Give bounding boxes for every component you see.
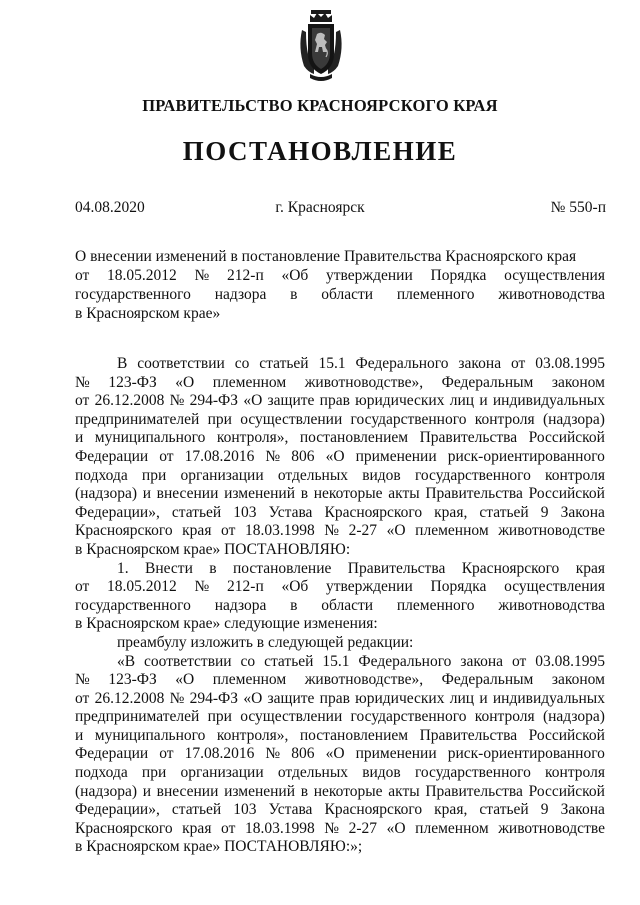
word: законом [551,671,605,689]
word: надзора [214,286,267,303]
word: 17.08.2016 [184,745,255,763]
word: «О [386,819,406,837]
word: от [221,522,236,540]
word: осуществлении [240,410,343,428]
word: Федерации», [75,503,160,521]
word: Федерального [358,652,452,670]
text-line [75,374,605,393]
word: Красноярского [461,559,560,577]
word: Правительства [425,485,523,503]
word: контроля», [216,726,289,744]
word: прав [319,689,350,707]
word: 1. [117,559,129,577]
word: Федерации», [75,801,160,819]
word: контроля [474,708,535,726]
word: некоторые [313,782,383,800]
word: видов [362,466,401,484]
text-line [75,504,605,523]
word: лиц [449,392,475,410]
word: статьей [171,503,222,521]
word: организации [180,764,264,782]
word: закона [458,355,502,372]
text-line [75,522,605,541]
word: края [182,522,212,540]
word: Российской [528,429,605,447]
word: применении [355,447,437,465]
word: (надзора) [75,485,137,503]
word: (надзора) [542,410,605,428]
word: при [141,466,167,484]
word: Правительства [425,782,523,800]
text-line [75,485,605,504]
word: и [75,726,84,744]
word: Красноярского [75,522,173,540]
word: 2-27 [348,522,378,540]
word: края [182,819,212,837]
word: 123-ФЗ [108,373,157,391]
word: осуществлении [240,708,343,726]
word: муниципального [94,726,206,744]
word: животноводстве [498,819,605,837]
text-line [75,304,605,323]
text-line [75,467,605,486]
word: изменений [224,782,296,800]
word: риск-ориентированного [447,447,605,465]
word: контроля [474,410,535,428]
text-line [75,429,605,448]
text-line [75,541,605,560]
word: В [117,355,128,372]
word: некоторые [313,485,383,503]
word: Российской [528,485,605,503]
text-line [75,783,605,802]
word: риск-ориентированного [447,745,605,763]
word: при [207,708,232,726]
word: отдельных [277,764,348,782]
word: и [142,485,151,503]
word: 15.1 [322,652,350,670]
word: № [265,447,281,465]
word: в [290,286,298,303]
word: в Красноярском крае» следующие изменения: [75,615,378,633]
word: применении [355,745,437,763]
text-line [75,247,605,266]
word: Красноярского [75,819,173,837]
word: защите [267,392,315,410]
word: отдельных [277,466,348,484]
word: статьей [171,801,222,819]
document-city: г. Красноярск [275,199,365,216]
word: животноводстве», [304,671,424,689]
word: племенном [415,522,489,540]
word: № [194,578,210,596]
word: № [194,267,210,284]
word: Внести [145,559,193,577]
word: «О [243,689,263,707]
word: и [142,782,151,800]
document-subject [75,247,605,323]
word: постановлением [299,726,409,744]
word: Красноярского [324,801,423,819]
word: (надзора) [542,708,605,726]
word: края, [434,801,468,819]
word: и [479,392,488,410]
word: постановление [232,559,332,577]
word: «О [325,745,345,763]
word: статьей [479,801,529,819]
word: края [575,559,605,577]
word: от [75,267,90,284]
word: племенного [396,286,475,303]
word: юридических [355,392,445,410]
word: в Красноярском крае» ПОСТАНОВЛЯЮ:»; [75,838,363,856]
word: и [479,689,488,707]
word: контроля», [216,429,289,447]
document-number: № 550-п [550,199,606,216]
text-line [75,448,605,467]
word: племенном [212,373,287,391]
word: племенного [396,596,475,614]
word: 9 [540,503,549,521]
word: от [510,355,526,372]
word: О внесении изменений в постановление Правительства Красноярского края [75,248,577,265]
word: организации [180,466,264,484]
word: № [75,373,90,391]
word: Устава [268,801,313,819]
word: 9 [540,801,549,819]
word: от [221,819,236,837]
word: 806 [291,447,315,465]
word: Устава [268,503,313,521]
text-line [75,671,605,690]
word: области [321,286,374,303]
word: государственного [75,286,191,303]
text-line [75,615,605,634]
word: Закона [560,503,605,521]
word: животноводства [498,596,605,614]
word: утверждении [326,267,413,284]
word: государственного [414,466,531,484]
word: от [511,652,527,670]
word: в [209,559,217,577]
word: № [324,819,340,837]
word: государственного [75,596,191,614]
word: животноводстве», [304,373,424,391]
word: 294-ФЗ [189,392,239,410]
word: индивидуальных [492,689,605,707]
word: № [265,745,281,763]
word: при [141,764,167,782]
word: от [75,392,90,410]
text-line [75,708,605,727]
word: преамбулу изложить в следующей редакции: [117,633,414,651]
word: осуществления [504,578,605,596]
word: Порядка [430,578,487,596]
word: 806 [291,745,315,763]
text-line [75,727,605,746]
word: 18.05.2012 [107,578,177,596]
text-line [75,690,605,709]
text-line [75,820,605,839]
word: Правительства [419,726,518,744]
document-date: 04.08.2020 [75,199,145,216]
word: соответствии [144,652,232,670]
text-line [75,560,605,579]
word: 03.08.1995 [535,355,605,372]
word: от [75,689,90,707]
word: 26.12.2008 [94,392,165,410]
word: Правительства [347,559,446,577]
word: акты [388,782,420,800]
word: № [169,689,185,707]
word: «О [243,392,263,410]
word: № [75,671,90,689]
text-line [75,597,605,616]
word: Федерации [75,447,149,465]
word: Закона [560,801,605,819]
word: края, [434,503,468,521]
word: № [324,522,340,540]
word: Федерального [355,355,449,372]
word: внесении [156,782,219,800]
word: предпринимателей [75,410,200,428]
word: муниципального [94,429,206,447]
word: «О [325,447,345,465]
word: Порядка [430,267,487,284]
word: племенном [212,671,287,689]
text-line [75,285,605,304]
text-line [75,578,605,597]
word: Федерации [75,745,149,763]
word: при [207,410,232,428]
word: Правительства [419,429,518,447]
text-line [75,764,605,783]
document-type: ПОСТАНОВЛЕНИЕ [182,136,458,166]
text-line [75,266,605,285]
word: 123-ФЗ [108,671,157,689]
word: в [300,782,309,800]
word: животноводства [498,286,605,303]
word: животноводстве [498,522,605,540]
word: «О [175,671,195,689]
word: подхода [75,466,128,484]
word: акты [388,485,420,503]
word: со [234,355,250,372]
word: внесении [156,485,219,503]
word: Красноярского [324,503,423,521]
word: от [159,745,174,763]
word: надзора [214,596,267,614]
word: 18.05.2012 [107,267,177,284]
word: статьей [264,652,314,670]
text-line [75,653,605,672]
text-line [75,634,605,653]
word: утверждении [326,578,413,596]
word: 294-ФЗ [189,689,239,707]
word: контроля [545,466,605,484]
word: законом [551,373,605,391]
text-line [75,838,605,857]
word: «Об [281,267,309,284]
word: 103 [233,801,257,819]
word: государственного [350,410,467,428]
word: статьей [479,503,529,521]
text-line [75,355,605,374]
word: осуществления [504,267,605,284]
word: 15.1 [318,355,346,372]
word: прав [319,392,350,410]
word: юридических [355,689,445,707]
word: лиц [449,689,475,707]
word: Федеральным [441,373,534,391]
word: видов [362,764,401,782]
word: и [75,429,84,447]
word: индивидуальных [492,392,605,410]
word: статьей [259,355,309,372]
word: контроля [545,764,605,782]
word: предпринимателей [75,708,200,726]
word: в [300,485,309,503]
text-line [75,745,605,764]
word: 103 [233,503,257,521]
word: Федеральным [441,671,534,689]
word: 212-п [227,578,264,596]
word: государственного [414,764,531,782]
word: в Красноярском крае» [75,305,221,322]
text-line [75,392,605,411]
word: в [290,596,298,614]
word: Российской [528,782,605,800]
document-body [75,355,605,857]
word: области [321,596,374,614]
word: 18.03.1998 [244,522,315,540]
word: «В [117,652,136,670]
word: «Об [281,578,309,596]
word: «О [175,373,195,391]
word: 212-п [227,267,264,284]
text-line [75,801,605,820]
word: 17.08.2016 [184,447,255,465]
word: защите [267,689,315,707]
word: закона [460,652,504,670]
word: со [240,652,256,670]
word: в Красноярском крае» ПОСТАНОВЛЯЮ: [75,540,351,558]
word: «О [386,522,406,540]
word: 03.08.1995 [535,652,605,670]
word: Российской [528,726,605,744]
government-title: ПРАВИТЕЛЬСТВО КРАСНОЯРСКОГО КРАЯ [142,96,498,115]
word: изменений [224,485,296,503]
word: 18.03.1998 [244,819,315,837]
word: (надзора) [75,782,137,800]
word: от [159,447,174,465]
word: 2-27 [348,819,378,837]
coat-of-arms-icon [296,8,346,84]
text-line [75,411,605,430]
word: от [75,578,90,596]
word: № [169,392,185,410]
word: соответствии [137,355,225,372]
word: подхода [75,764,128,782]
word: племенном [415,819,489,837]
word: государственного [350,708,467,726]
word: 26.12.2008 [94,689,165,707]
word: постановлением [299,429,409,447]
